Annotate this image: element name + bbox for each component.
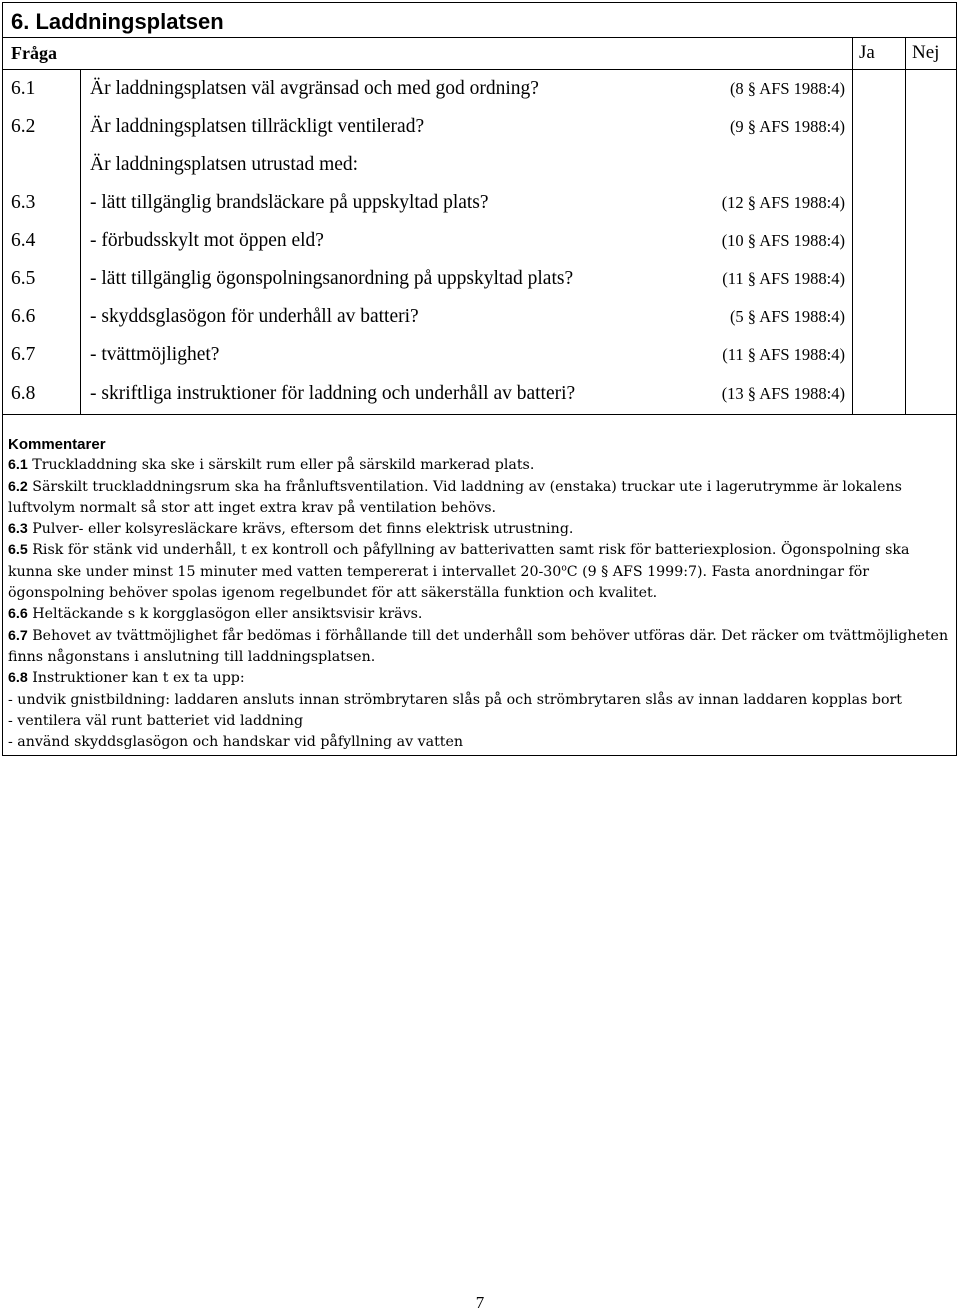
question-text: Är laddningsplatsen utrustad med: [90, 154, 359, 175]
question-number: 6.2 [11, 116, 36, 137]
question-row [3, 336, 852, 374]
comment-6-3: 6.3 Pulver- eller kolsyresläckare krävs, eftersom det finns elektrisk utrustning. [8, 521, 574, 538]
question-number: 6.1 [11, 78, 36, 99]
comment-6-8: 6.8 Instruktioner kan t ex ta upp: [8, 670, 245, 687]
question-number: 6.4 [11, 230, 36, 251]
comment-6-8-item: - använd skyddsglasögon och handskar vid påfyllning av vatten [8, 734, 464, 751]
regulation-reference: (9 § AFS 1988:4) [729, 117, 845, 136]
regulation-reference: (5 § AFS 1988:4) [729, 307, 845, 326]
question-row [3, 260, 852, 298]
regulation-reference: (8 § AFS 1988:4) [729, 79, 845, 98]
question-number: 6.3 [11, 192, 36, 213]
comments-heading: Kommentarer [8, 436, 106, 453]
comment-6-1: 6.1 Truckladdning ska ske i särskilt rum eller på särskild markerad plats. [8, 457, 535, 474]
question-number: 6.8 [11, 383, 36, 404]
question-text: Är laddningsplatsen väl avgränsad och med god ordning? [90, 78, 539, 99]
number-column-divider [80, 69, 81, 414]
question-text: - skriftliga instruktioner för laddning och underhåll av batteri? [90, 383, 576, 404]
question-row [3, 374, 852, 412]
yes-column-divider [852, 37, 853, 414]
column-header-question: Fråga [11, 43, 57, 63]
comment-6-7: 6.7 Behovet av tvättmöjlighet får bedömas i förhållande till det underhåll som behöver utföras där. Det räcker om tvättmöjligheten finns någonstans i anslutning till laddningsplatsen. [8, 627, 949, 665]
comments-section [8, 434, 950, 753]
question-row [3, 184, 852, 222]
question-number: 6.7 [11, 344, 36, 365]
comment-6-5: 6.5 Risk för stänk vid underhåll, t ex kontroll och påfyllning av batterivatten samt risk för batteriexplosion. Ögonspolning ska kunna ske under minst 15 minuter med vatten tempererat i intervallet 20-30$^o$C (9 § AFS 1999:7). Fasta anordningar för ögonspolning behöver spolas igenom regelbundet för att säkerställa funktion och kvalitet. [8, 542, 910, 602]
comment-6-2: 6.2 Särskilt truckladdningsrum ska ha frånluftsventilation. Vid laddning av (enstaka) truckar ute i lagerutrymme är lokalens luftvolym normalt så stor att inget extra krav på ventilation behövs. [8, 478, 902, 516]
table-bottom-border [3, 414, 956, 415]
regulation-reference: (10 § AFS 1988:4) [721, 231, 845, 250]
title-separator [3, 37, 956, 38]
column-header-yes: Ja [859, 42, 875, 63]
regulation-reference: (12 § AFS 1988:4) [721, 193, 845, 212]
question-number: 6.6 [11, 306, 36, 327]
comment-6-6: 6.6 Heltäckande s k korgglasögon eller ansiktsvisir krävs. [8, 606, 423, 623]
question-text: - tvättmöjlighet? [90, 344, 220, 365]
column-header-no: Nej [912, 42, 940, 63]
section-title: 6. Laddningsplatsen [11, 9, 224, 34]
regulation-reference: (11 § AFS 1988:4) [722, 345, 845, 364]
question-row [3, 108, 852, 146]
question-row [3, 222, 852, 260]
question-text: - förbudsskylt mot öppen eld? [90, 230, 324, 251]
regulation-reference: (11 § AFS 1988:4) [722, 269, 845, 288]
page-number: 7 [475, 1293, 485, 1312]
no-column-divider [905, 37, 906, 414]
question-row [3, 298, 852, 336]
comment-6-8-item: - ventilera väl runt batteriet vid laddning [8, 712, 304, 729]
question-number: 6.5 [11, 268, 36, 289]
question-text: - lätt tillgänglig ögonspolningsanordning på uppskyltad plats? [90, 268, 574, 289]
question-text: - skyddsglasögon för underhåll av batteri? [90, 306, 419, 327]
question-row [3, 146, 852, 184]
question-text: Är laddningsplatsen tillräckligt ventilerad? [90, 116, 425, 137]
question-row [3, 70, 852, 108]
regulation-reference: (13 § AFS 1988:4) [721, 384, 845, 403]
question-text: - lätt tillgänglig brandsläckare på uppskyltad plats? [90, 192, 489, 213]
comment-6-8-item: - undvik gnistbildning: laddaren ansluts innan strömbrytaren slås på och strömbrytaren slås av innan laddaren kopplas bort [8, 691, 902, 708]
